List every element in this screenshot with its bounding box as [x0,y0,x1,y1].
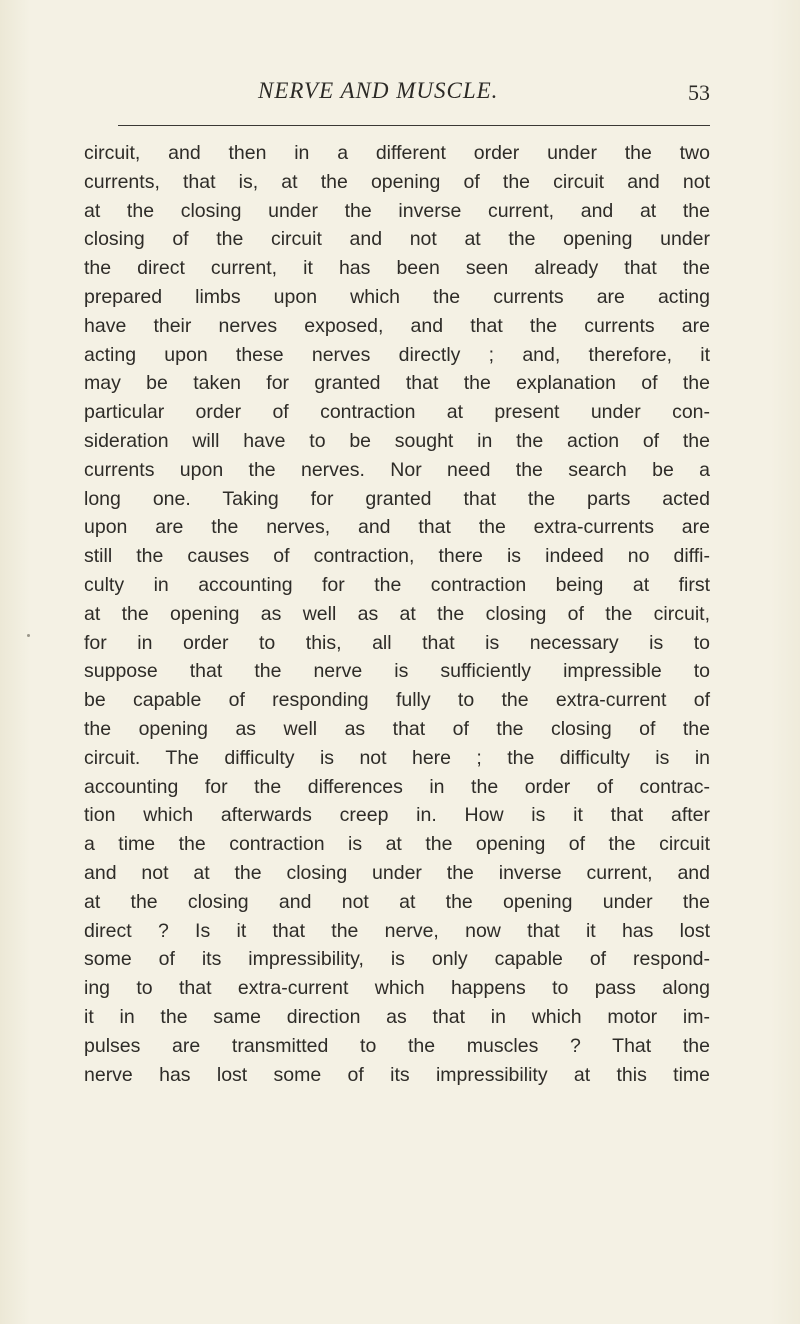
text-line: closing of the circuit and not at the opening under [84,228,710,251]
text-line: direct ? Is it that the nerve, now that it has lost [84,919,710,942]
text-line: and not at the closing under the inverse current, and [84,861,710,884]
text-line: prepared limbs upon which the currents are acting [84,285,710,308]
text-line: it in the same direction as that in which motor im- [84,1005,710,1028]
text-line: pulses are transmitted to the muscles ? That the [84,1034,710,1057]
text-line: currents upon the nerves. Nor need the search be a [84,458,710,481]
text-line: tion which afterwards creep in. How is it that after [84,804,710,827]
text-line: acting upon these nerves directly ; and, therefore, it [84,343,710,366]
text-line: the direct current, it has been seen already that the [84,257,710,280]
text-line: for in order to this, all that is necessary is to [84,631,710,654]
text-line: particular order of contraction at present under con- [84,401,710,424]
text-line: have their nerves exposed, and that the currents are [84,314,710,337]
header-rule [118,125,710,126]
text-line: circuit. The difficulty is not here ; the difficulty is in [84,746,710,769]
text-line: at the opening as well as at the closing of the circuit, [84,602,710,625]
text-line: still the causes of contraction, there is indeed no diffi- [84,545,710,568]
text-line: a time the contraction is at the opening of the circuit [84,833,710,856]
text-line: suppose that the nerve is sufficiently impressible to [84,660,710,683]
text-line: culty in accounting for the contraction being at first [84,573,710,596]
page-number: 53 [688,80,710,105]
text-line: sideration will have to be sought in the action of the [84,429,710,452]
text-line: circuit, and then in a different order under the two [84,142,710,164]
text-line: currents, that is, at the opening of the circuit and not [84,170,710,193]
text-line: long one. Taking for granted that the parts acted [84,487,710,510]
margin-mark [27,634,30,637]
text-line: nerve has lost some of its impressibility at this time [84,1063,710,1086]
text-line: accounting for the differences in the order of contrac- [84,775,710,798]
body-paragraph [84,139,710,1089]
text-line: upon are the nerves, and that the extra-currents are [84,516,710,539]
text-line: be capable of responding fully to the extra-current of [84,689,710,712]
text-line: at the closing under the inverse current, and at the [84,199,710,222]
text-line: ing to that extra-current which happens to pass along [84,977,710,1000]
running-head: NERVE AND MUSCLE. [258,78,499,103]
text-line: at the closing and not at the opening under the [84,890,710,913]
text-line: some of its impressibility, is only capable of respond- [84,948,710,971]
text-line: the opening as well as that of the closing of the [84,717,710,740]
text-line: may be taken for granted that the explanation of the [84,372,710,395]
page-header [84,78,710,108]
